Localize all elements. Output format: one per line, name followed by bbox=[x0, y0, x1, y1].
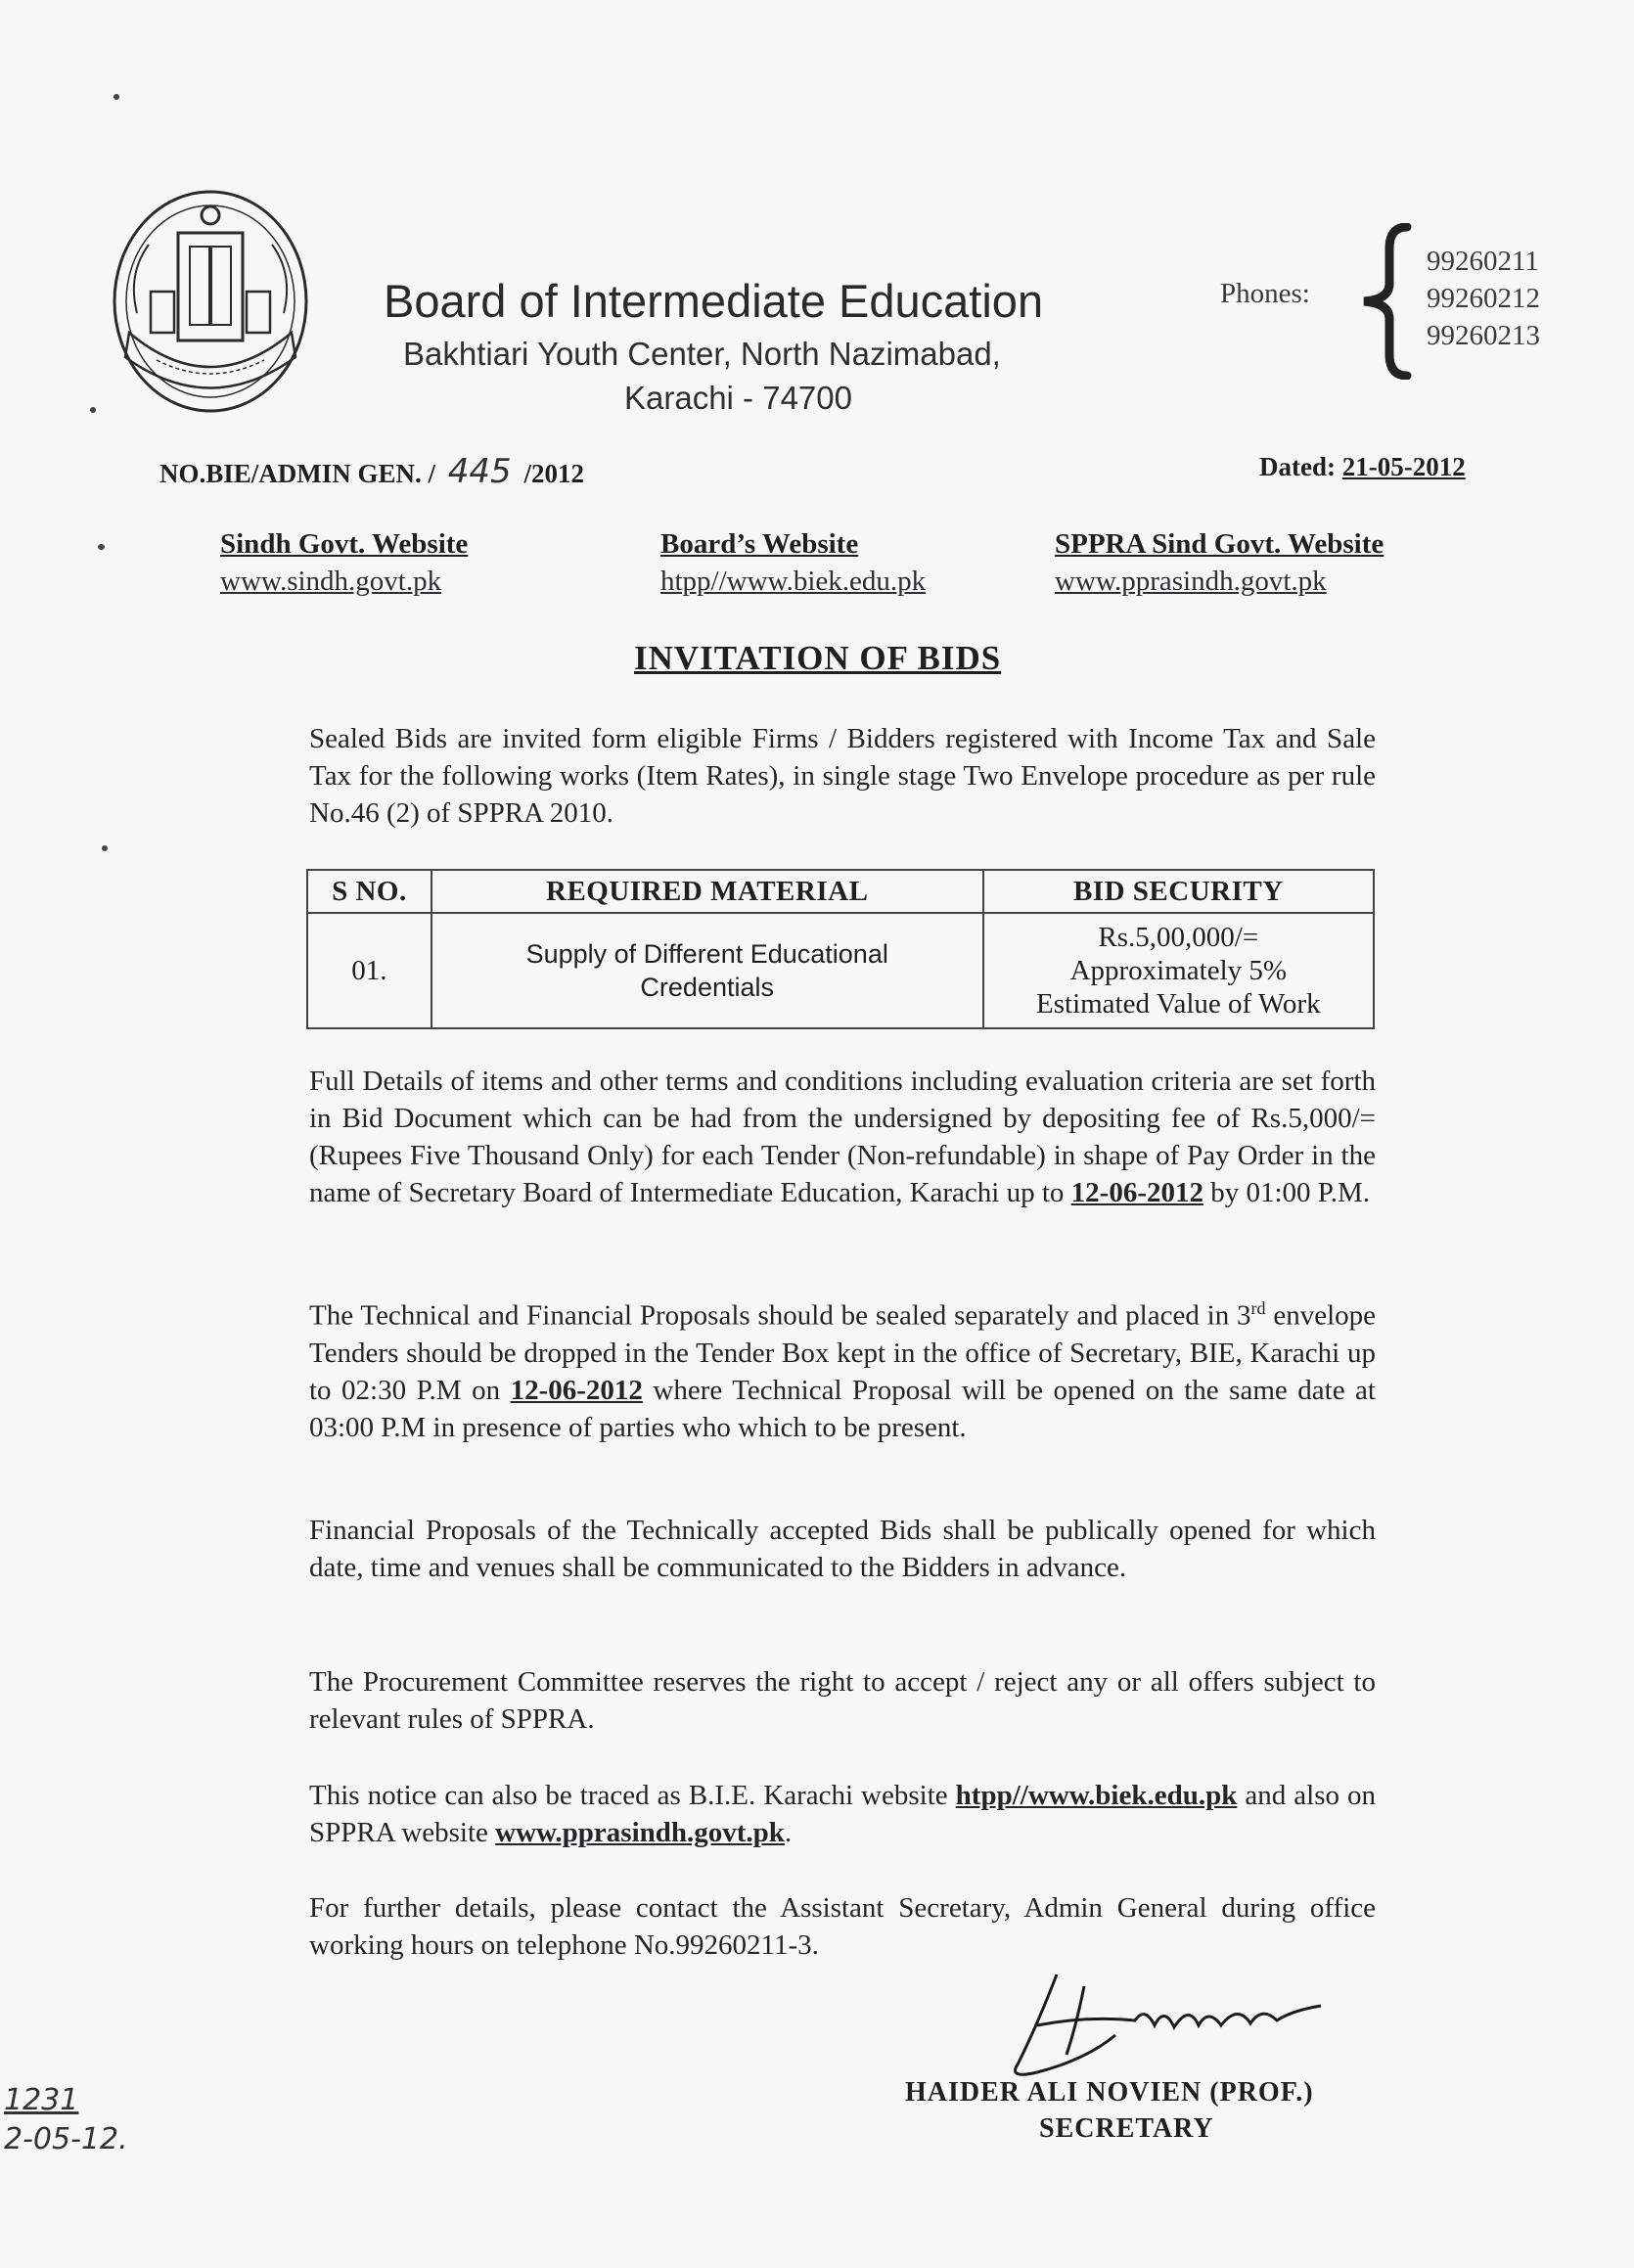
security-line: Rs.5,00,000/= bbox=[1098, 922, 1259, 953]
scan-speck bbox=[113, 94, 119, 100]
website-sppra bbox=[1055, 525, 1384, 600]
bid-table bbox=[306, 869, 1375, 1029]
phone-number: 99260213 bbox=[1427, 320, 1540, 351]
reference-number bbox=[159, 452, 584, 491]
details-date: 12-06-2012 bbox=[1070, 1177, 1203, 1208]
trace-link-sppra[interactable]: www.pprasindh.govt.pk bbox=[495, 1817, 785, 1848]
reference-prefix: NO.BIE/ADMIN GEN. / bbox=[159, 459, 436, 488]
dated bbox=[1259, 452, 1466, 482]
table-header-row bbox=[307, 870, 1374, 913]
dated-value: 21-05-2012 bbox=[1341, 452, 1466, 481]
material-line: Credentials bbox=[640, 973, 774, 1002]
board-seal-logo bbox=[108, 186, 313, 421]
website-sindh bbox=[220, 525, 468, 600]
curly-brace-icon bbox=[1350, 223, 1419, 380]
phone-number: 99260211 bbox=[1427, 246, 1539, 277]
website-url[interactable]: www.pprasindh.govt.pk bbox=[1055, 566, 1327, 597]
technical-text: The Technical and Financial Proposals should be sealed separately and placed in 3 bbox=[309, 1299, 1251, 1332]
scan-speck bbox=[98, 544, 105, 550]
margin-note-date: 2-05-12. bbox=[4, 2122, 128, 2156]
org-address-line2: Karachi - 74700 bbox=[624, 380, 852, 416]
phone-number: 99260212 bbox=[1427, 283, 1540, 314]
scan-speck bbox=[90, 407, 96, 413]
trace-text: and also on SPPRA website bbox=[309, 1780, 1376, 1848]
material-cell bbox=[431, 913, 983, 1028]
website-url[interactable]: www.sindh.govt.pk bbox=[220, 566, 442, 597]
website-title: Sindh Govt. Website bbox=[220, 528, 469, 560]
details-text: Full Details of items and other terms and conditions including evaluation criteria are set forth in Bid Document which can be had from the undersigned by depositing fee of Rs.5,000/= (Rupees Five Thousand Only) for each Tender (Non-refundable) in shape of Pay Order in the name of Secretary Board of Intermediate Education, Karachi up to bbox=[309, 1066, 1376, 1208]
scan-speck bbox=[102, 845, 108, 851]
security-line: Approximately 5% bbox=[1069, 955, 1288, 986]
intro-paragraph: Sealed Bids are invited form eligible Firms / Bidders registered with Income Tax and Sale Tax for the following works (Item Rates), in single stage Two Envelope procedure as per rule No.46 (2) of SPPRA 2010. bbox=[309, 723, 1376, 829]
security-line: Estimated Value of Work bbox=[1036, 988, 1321, 1020]
table-row bbox=[307, 913, 1374, 1028]
committee-paragraph: The Procurement Committee reserves the right to accept / reject any or all offers subject to relevant rules of SPPRA. bbox=[309, 1666, 1376, 1735]
material-line: Supply of Different Educational bbox=[525, 939, 888, 969]
serial-number-cell: 01. bbox=[307, 913, 431, 1028]
trace-text: . bbox=[784, 1817, 793, 1848]
ordinal-suffix: rd bbox=[1250, 1298, 1266, 1318]
technical-text: where Technical Proposal will be opened on the same date at 03:00 P.M in presence of parties who which to be present. bbox=[309, 1374, 1376, 1443]
bid-security-cell bbox=[983, 913, 1374, 1028]
signatory-title: SECRETARY bbox=[1039, 2113, 1214, 2144]
financial-paragraph: Financial Proposals of the Technically accepted Bids shall be publically opened for which date, time and venues shall be communicated to the Bidders in advance. bbox=[309, 1515, 1376, 1583]
handwritten-reference: 445 bbox=[447, 452, 512, 491]
column-header: BID SECURITY bbox=[983, 870, 1374, 913]
website-title: SPPRA Sind Govt. Website bbox=[1055, 528, 1384, 560]
margin-note bbox=[4, 2081, 128, 2159]
reference-suffix: /2012 bbox=[523, 459, 584, 488]
technical-paragraph bbox=[309, 1290, 1376, 1446]
signatory-name: HAIDER ALI NOVIEN (PROF.) bbox=[905, 2077, 1314, 2108]
website-title: Board’s Website bbox=[660, 528, 859, 560]
trace-link-board[interactable]: htpp//www.biek.edu.pk bbox=[955, 1780, 1238, 1811]
website-url[interactable]: htpp//www.biek.edu.pk bbox=[660, 566, 927, 597]
technical-text: envelope Tenders should be dropped in the Tender Box kept in the office of Secretary, BIE, Karachi up to 02:30 P.M on bbox=[309, 1299, 1377, 1406]
dated-label: Dated: bbox=[1259, 452, 1336, 481]
technical-date: 12-06-2012 bbox=[510, 1374, 643, 1406]
margin-note-number: 1231 bbox=[4, 2083, 79, 2117]
org-address-line1: Bakhtiari Youth Center, North Nazimabad, bbox=[403, 336, 1001, 372]
org-name: Board of Intermediate Education bbox=[384, 275, 1044, 327]
document-title: INVITATION OF BIDS bbox=[634, 639, 1002, 677]
column-header: REQUIRED MATERIAL bbox=[431, 870, 983, 913]
column-header: S NO. bbox=[307, 870, 431, 913]
details-tail: by 01:00 P.M. bbox=[1203, 1177, 1370, 1208]
phones-label: Phones: bbox=[1220, 278, 1310, 309]
contact-paragraph: For further details, please contact the Assistant Secretary, Admin General during office working hours on telephone No.99260211-3. bbox=[309, 1892, 1376, 1961]
phone-list bbox=[1427, 243, 1540, 354]
trace-paragraph bbox=[309, 1777, 1376, 1851]
trace-text: This notice can also be traced as B.I.E. Karachi website bbox=[309, 1780, 956, 1811]
website-board bbox=[660, 525, 926, 600]
handwritten-signature bbox=[998, 1967, 1360, 2084]
details-paragraph bbox=[309, 1063, 1376, 1211]
